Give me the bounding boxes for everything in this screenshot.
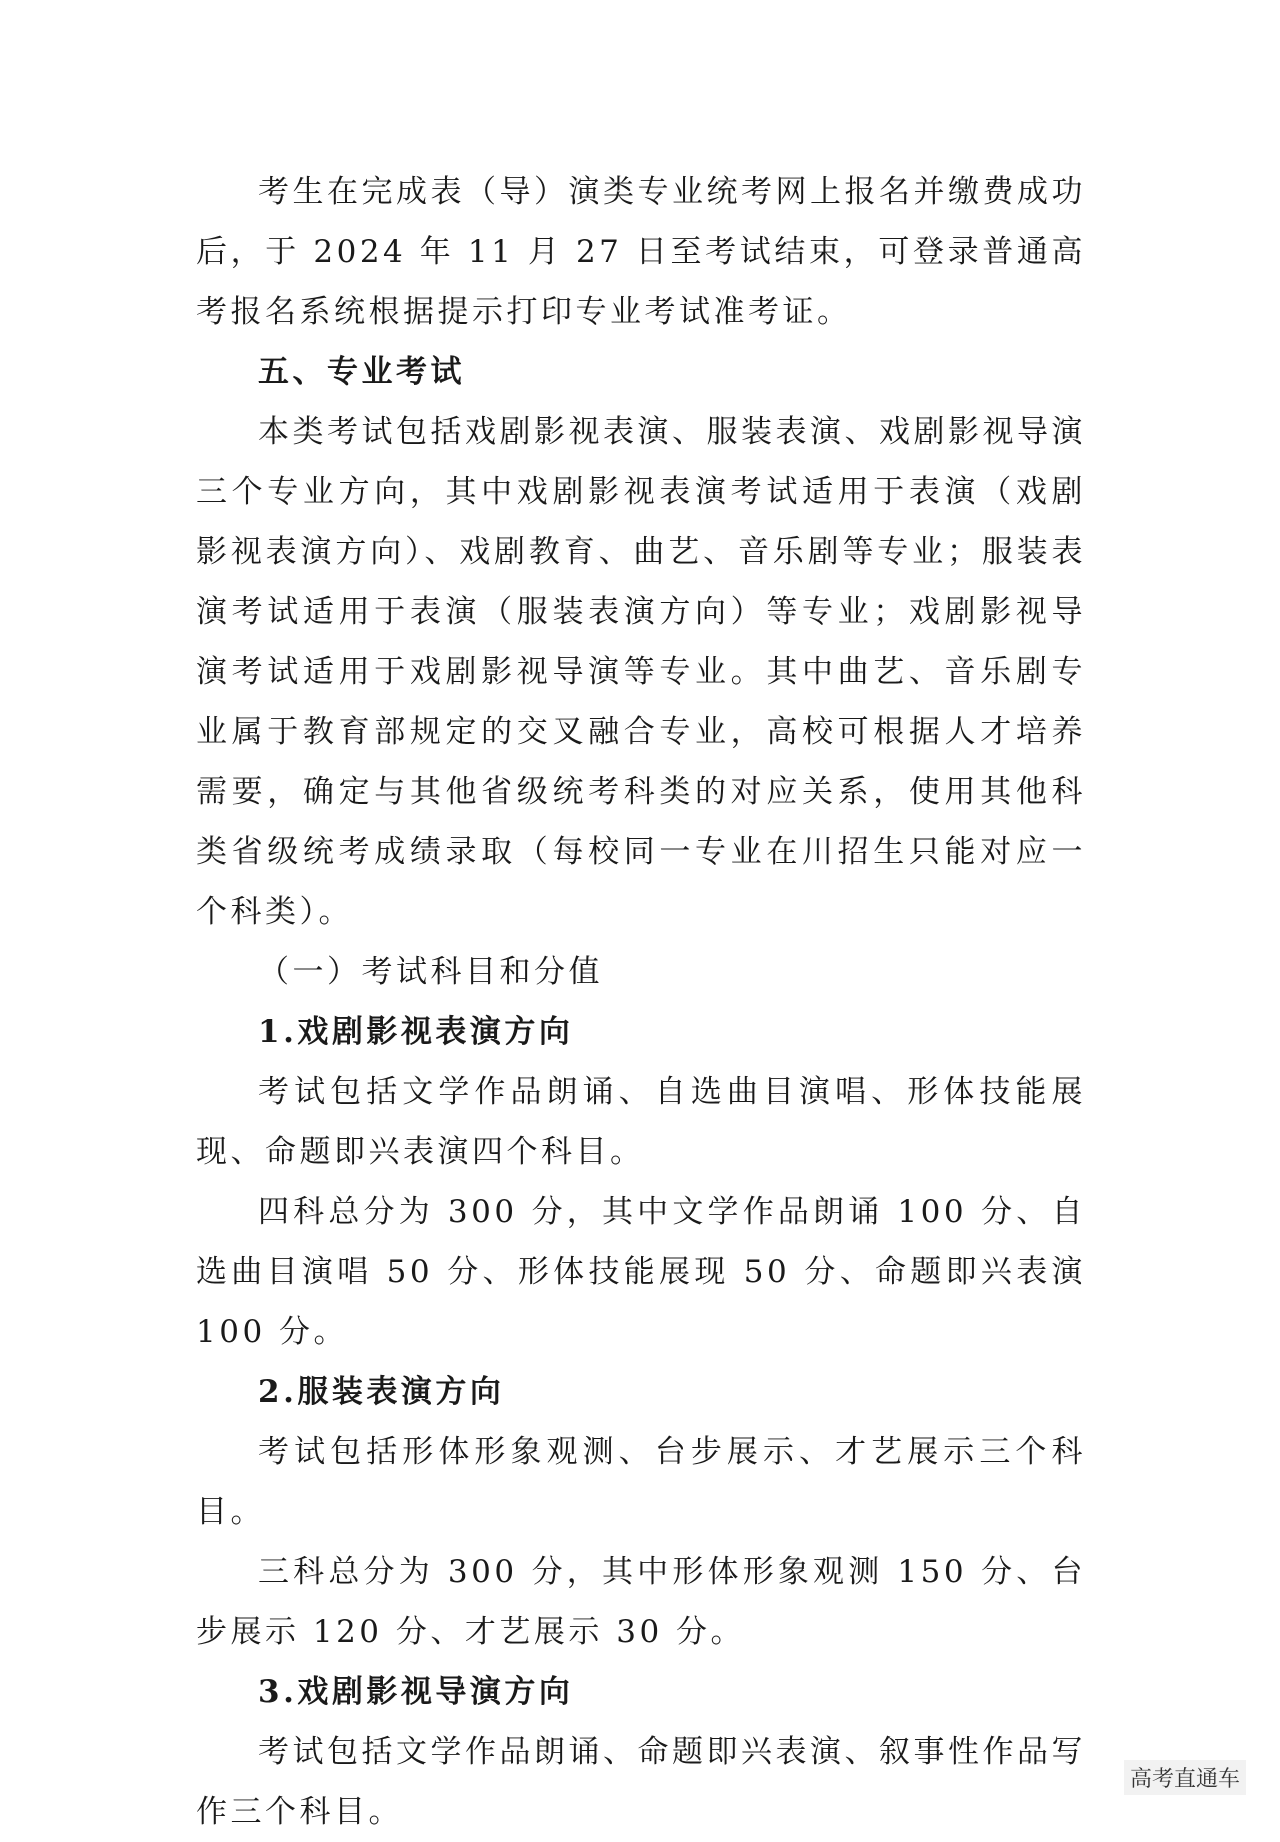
item-heading-fashion-performance: 2.服装表演方向 [258, 1374, 505, 1410]
item-heading-drama-film-performance: 1.戏剧影视表演方向 [258, 1014, 574, 1050]
paragraph-performance-subjects: 考试包括文学作品朗诵、自选曲目演唱、形体技能展现、命题即兴表演四个科目。 [196, 1074, 1086, 1170]
paragraph-admission-ticket: 考生在完成表（导）演类专业统考网上报名并缴费成功后，于 2024 年 11 月 27 日至考试结束，可登录普通高考报名系统根据提示打印专业考试准考证。 [196, 174, 1086, 330]
paragraph-fashion-subjects: 考试包括形体形象观测、台步展示、才艺展示三个科目。 [196, 1434, 1086, 1530]
section-heading-professional-exam: 五、专业考试 [258, 354, 465, 390]
item-heading-drama-film-directing: 3.戏剧影视导演方向 [258, 1674, 574, 1710]
subsection-heading-subjects-scores: （一）考试科目和分值 [258, 954, 603, 990]
paragraph-performance-scores: 四科总分为 300 分，其中文学作品朗诵 100 分、自选曲目演唱 50 分、形体技能展现 50 分、命题即兴表演 100 分。 [196, 1194, 1086, 1350]
watermark-label: 高考直通车 [1124, 1760, 1246, 1795]
paragraph-fashion-scores: 三科总分为 300 分，其中形体形象观测 150 分、台步展示 120 分、才艺展示 30 分。 [196, 1554, 1086, 1650]
paragraph-directing-subjects: 考试包括文学作品朗诵、命题即兴表演、叙事性作品写作三个科目。 [196, 1734, 1086, 1830]
paragraph-exam-directions: 本类考试包括戏剧影视表演、服装表演、戏剧影视导演三个专业方向，其中戏剧影视表演考试适用于表演（戏剧影视表演方向）、戏剧教育、曲艺、音乐剧等专业；服装表演考试适用于表演（服装表演方向）等专业；戏剧影视导演考试适用于戏剧影视导演等专业。其中曲艺、音乐剧专业属于教育部规定的交叉融合专业，高校可根据人才培养需要，确定与其他省级统考科类的对应关系，使用其他科类省级统考成绩录取（每校同一专业在川招生只能对应一个科类）。 [196, 414, 1086, 930]
document-body [196, 162, 1086, 1842]
